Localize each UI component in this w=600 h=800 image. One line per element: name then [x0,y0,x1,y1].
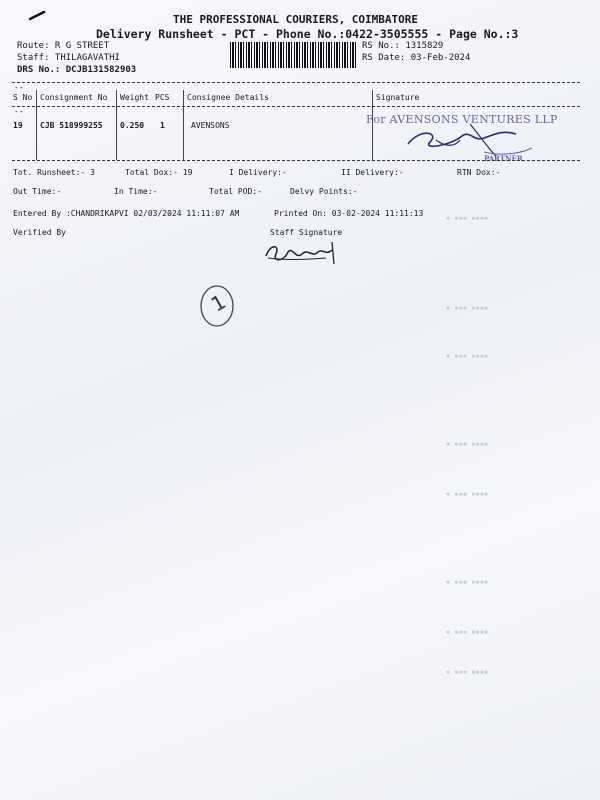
bleed-through-mark: ▪ ▪▪▪ ▪▪▪▪ [446,578,489,586]
tot-runsheet: Tot. Runsheet:- 3 [13,168,95,177]
dash-mark: -- [14,107,24,116]
i-delivery: I Delivery:- [229,168,287,177]
row-consignee: AVENSONS [191,121,230,130]
entered-by: Entered By :CHANDRIKAPVI 02/03/2024 11:11:07 AM [13,209,240,218]
column-separator [116,90,117,160]
bleed-through-mark: ▪ ▪▪▪ ▪▪▪▪ [446,214,489,222]
total-pod: Total POD:- [209,187,262,196]
circled-number: 1 [206,289,230,317]
divider [12,160,580,161]
company-stamp: For AVENSONS VENTURES LLP [366,113,558,126]
bleed-through-mark: ▪ ▪▪▪ ▪▪▪▪ [446,304,489,312]
column-header-consignee: Consignee Details [187,93,269,102]
column-header-sno: S No [13,93,33,102]
rtn-dox: RTN Dox:- [457,168,501,177]
bleed-through-mark: ▪ ▪▪▪ ▪▪▪▪ [446,628,489,636]
divider [12,106,580,107]
total-dox: Total Dox:- 19 [125,168,193,177]
route-label: Route: R G STREET [17,41,110,51]
drs-number: DRS No.: DCJB131582903 [17,65,137,75]
row-weight: 0.250 [120,121,145,130]
bleed-through-mark: ▪ ▪▪▪ ▪▪▪▪ [446,352,489,360]
ii-delivery: II Delivery:- [341,168,404,177]
column-separator [183,90,184,160]
pen-mark-icon [28,8,48,22]
company-name: THE PROFESSIONAL COURIERS, COIMBATORE [173,13,419,26]
in-time: In Time:- [114,187,158,196]
staff-label: Staff: THILAGAVATHI [17,53,120,63]
staff-signature-icon [262,238,344,268]
barcode [230,42,356,68]
column-header-consignment: Consignment No [40,93,108,102]
printed-on: Printed On: 03-02-2024 11:11:13 [274,209,424,218]
bleed-through-mark: ▪ ▪▪▪ ▪▪▪▪ [446,440,489,448]
delvy-points: Delvy Points:- [290,187,358,196]
verified-by: Verified By [13,228,66,237]
stamp-partner: PARTNER [484,154,523,163]
dash-mark: -- [14,83,24,92]
bleed-through-mark: ▪ ▪▪▪ ▪▪▪▪ [446,668,489,676]
out-time: Out Time:- [13,187,62,196]
row-consignment: CJB 518999255 [40,121,103,130]
divider [12,82,580,83]
row-sno: 19 [13,121,23,130]
row-pcs: 1 [160,121,165,130]
column-header-weight: Weight [120,93,149,102]
runsheet-subtitle: Delivery Runsheet - PCT - Phone No.:0422-3505555 - Page No.:3 [96,27,519,41]
consignee-signature-icon [400,116,540,162]
rs-date: RS Date: 03-Feb-2024 [362,53,471,63]
column-header-pcs: PCS [155,93,170,102]
column-header-signature: Signature [376,93,420,102]
column-separator [36,90,37,160]
rs-number: RS No.: 1315829 [362,41,444,51]
staff-signature-label: Staff Signature [270,228,343,237]
bleed-through-mark: ▪ ▪▪▪ ▪▪▪▪ [446,490,489,498]
